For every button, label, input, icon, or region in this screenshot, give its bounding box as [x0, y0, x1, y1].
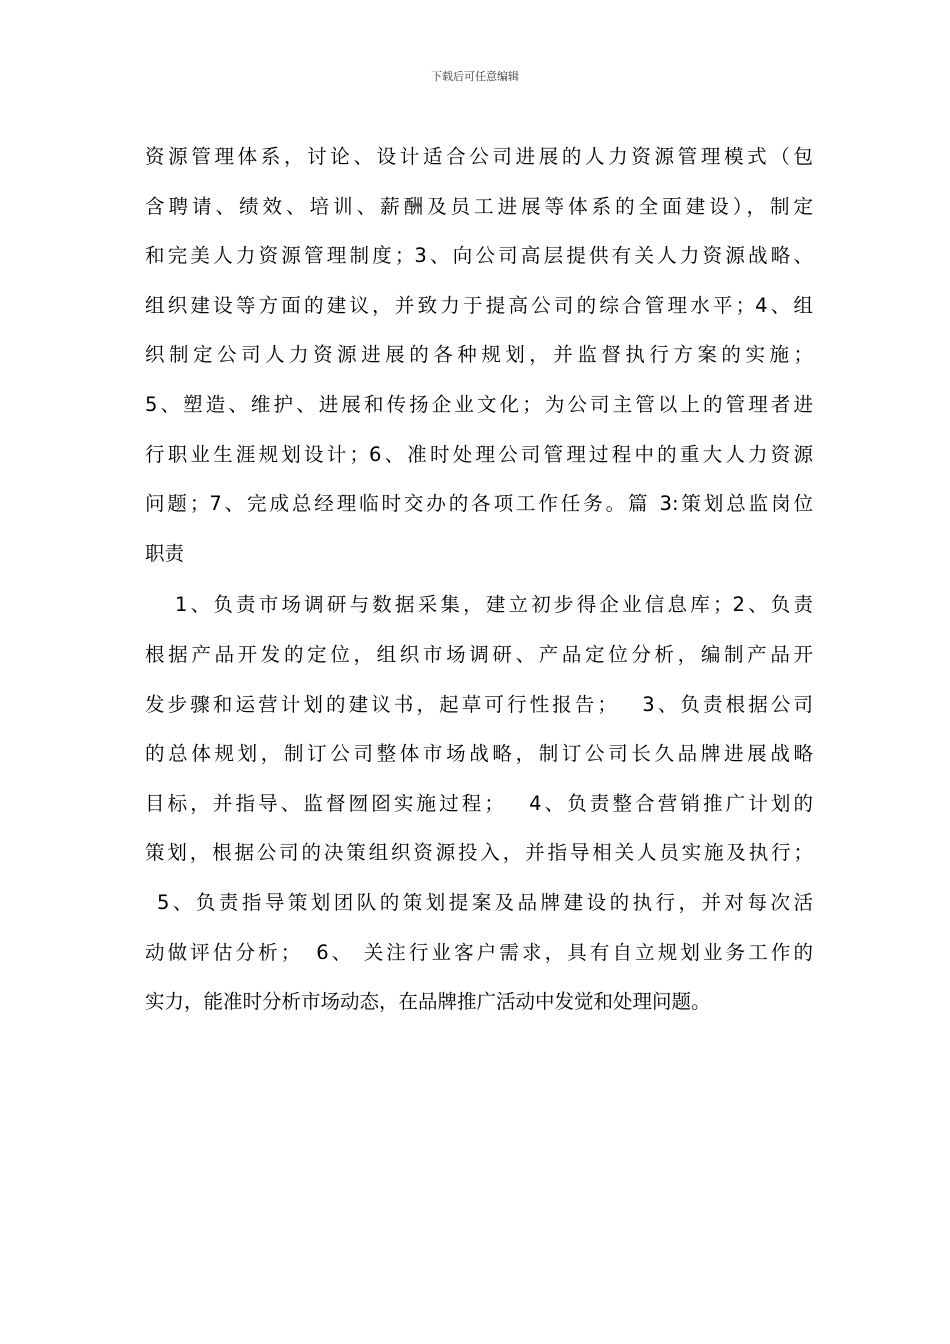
paragraph-hr-duties: [145, 132, 813, 578]
page-header: 下载后可任意编辑: [431, 70, 519, 83]
text-line: 5、塑造、维护、进展和传扬企业文化；为公司主管以上的管理者进: [145, 392, 813, 416]
text-line: 含聘请、绩效、培训、薪酬及员工进展等体系的全面建设），制定: [145, 194, 813, 218]
text-line: 5、负责指导策划团队的策划提案及品牌建设的执行，并对每次活: [157, 890, 813, 914]
text-line: 织制定公司人力资源进展的各种规划，并监督执行方案的实施；: [145, 343, 813, 367]
text-line: 和完美人力资源管理制度；3、向公司高层提供有关人力资源战略、: [145, 244, 813, 268]
paragraph-planning-director-duties: [145, 580, 813, 1026]
text-line: 1、负责市场调研与数据采集，建立初步得企业信息库；2、负责: [175, 593, 813, 617]
text-line: 策划，根据公司的决策组织资源投入，并指导相关人员实施及执行；: [145, 841, 813, 865]
text-line: 根据产品开发的定位，组织市场调研、产品定位分析，编制产品开: [145, 642, 813, 666]
text-line: 资源管理体系，讨论、设计适合公司进展的人力资源管理模式（包: [145, 145, 813, 168]
text-line: 问题；7、完成总经理临时交办的各项工作任务。篇 3:策划总监岗位: [145, 492, 813, 516]
text-line: 发步骤和运营计划的建议书，起草可行性报告； 3、负责根据公司: [145, 692, 813, 716]
text-line: 目标，并指导、监督囫囵实施过程； 4、负责整合营销推广计划的: [145, 791, 813, 815]
text-line: 行职业生涯规划设计；6、准时处理公司管理过程中的重大人力资源: [145, 442, 813, 466]
text-line: 实力，能准时分析市场动态，在品牌推广活动中发觉和处理问题。: [145, 990, 711, 1014]
text-line: 动做评估分析； 6、 关注行业客户需求，具有自立规划业务工作的: [145, 940, 813, 964]
text-line: 的总体规划，制订公司整体市场战略，制订公司长久品牌进展战略: [145, 742, 813, 766]
document-body: [145, 132, 813, 1027]
text-line: 组织建设等方面的建议，并致力于提高公司的综合管理水平；4、组: [145, 293, 813, 317]
text-line: 职责: [145, 541, 185, 565]
